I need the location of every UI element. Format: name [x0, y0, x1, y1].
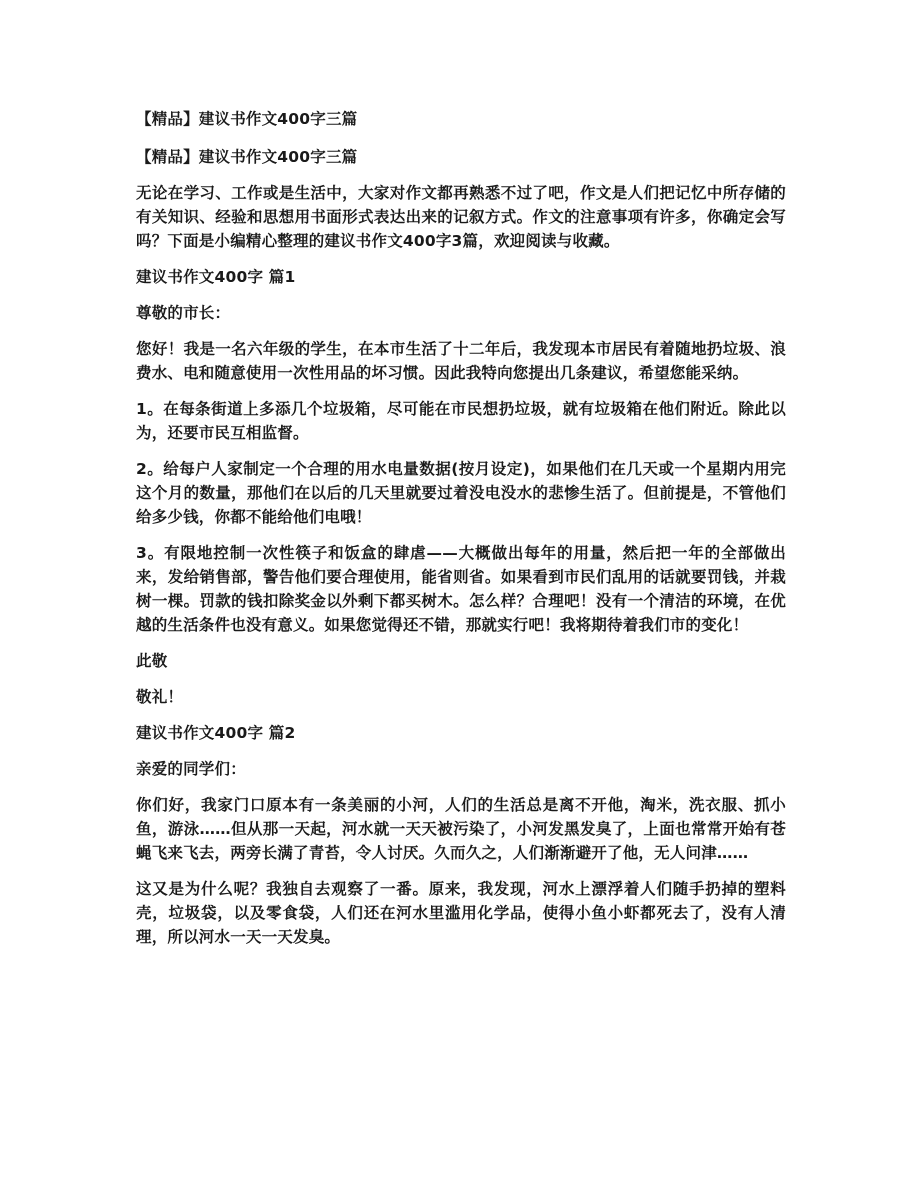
suggestion-2: 2。给每户人家制定一个合理的用水电量数据(按月设定)，如果他们在几天或一个星期内用完这个月的数量，那他们在以后的几天里就要过着没电没水的悲惨生活了。但前提是，不管他们给多少钱，你都不能给他们电哦！ — [136, 460, 786, 526]
intro-paragraph: 无论在学习、工作或是生活中，大家对作文都再熟悉不过了吧，作文是人们把记忆中所存储的有关知识、经验和思想用书面形式表达出来的记叙方式。作文的注意事项有许多，你确定会写吗？下面是小编精心整理的建议书作文400字3篇，欢迎阅读与收藏。 — [136, 184, 786, 250]
document-heading: 【精品】建议书作文400字三篇 — [136, 110, 358, 128]
suggestion-3: 3。有限地控制一次性筷子和饭盒的肆虐——大概做出每年的用量，然后把一年的全部做出来，发给销售部，警告他们要合理使用，能省则省。如果看到市民们乱用的话就要罚钱，并栽树一棵。罚款的钱扣除奖金以外剩下都买树木。怎么样？合理吧！没有一个清洁的环境，在优越的生活条件也没有意义。如果您觉得还不错，那就实行吧！我将期待着我们市的变化！ — [136, 544, 786, 634]
section-title-1: 建议书作文400字 篇1 — [136, 268, 296, 286]
closing-line-1: 此敬 — [136, 652, 168, 670]
section-title-2: 建议书作文400字 篇2 — [136, 724, 296, 742]
body-paragraph: 您好！我是一名六年级的学生，在本市生活了十二年后，我发现本市居民有着随地扔垃圾、浪费水、电和随意使用一次性用品的坏习惯。因此我特向您提出几条建议，希望您能采纳。 — [136, 340, 786, 382]
body-paragraph: 你们好，我家门口原本有一条美丽的小河，人们的生活总是离不开他，淘米，洗衣服、抓小鱼，游泳……但从那一天起，河水就一天天被污染了，小河发黑发臭了，上面也常常开始有苍蝇飞来飞去，两旁长满了青苔，令人讨厌。久而久之，人们渐渐避开了他，无人问津…… — [136, 796, 786, 862]
closing-line-2: 敬礼！ — [136, 688, 184, 706]
salutation-2: 亲爱的同学们： — [136, 760, 246, 778]
document-title-repeat: 【精品】建议书作文400字三篇 — [136, 148, 358, 166]
body-paragraph: 这又是为什么呢？我独自去观察了一番。原来，我发现，河水上漂浮着人们随手扔掉的塑料壳，垃圾袋，以及零食袋，人们还在河水里滥用化学品，使得小鱼小虾都死去了，没有人清理，所以河水一天一天发臭。 — [136, 880, 786, 946]
suggestion-1: 1。在每条街道上多添几个垃圾箱，尽可能在市民想扔垃圾，就有垃圾箱在他们附近。除此以为，还要市民互相监督。 — [136, 400, 786, 442]
salutation-1: 尊敬的市长： — [136, 304, 231, 322]
document-body — [136, 107, 786, 961]
